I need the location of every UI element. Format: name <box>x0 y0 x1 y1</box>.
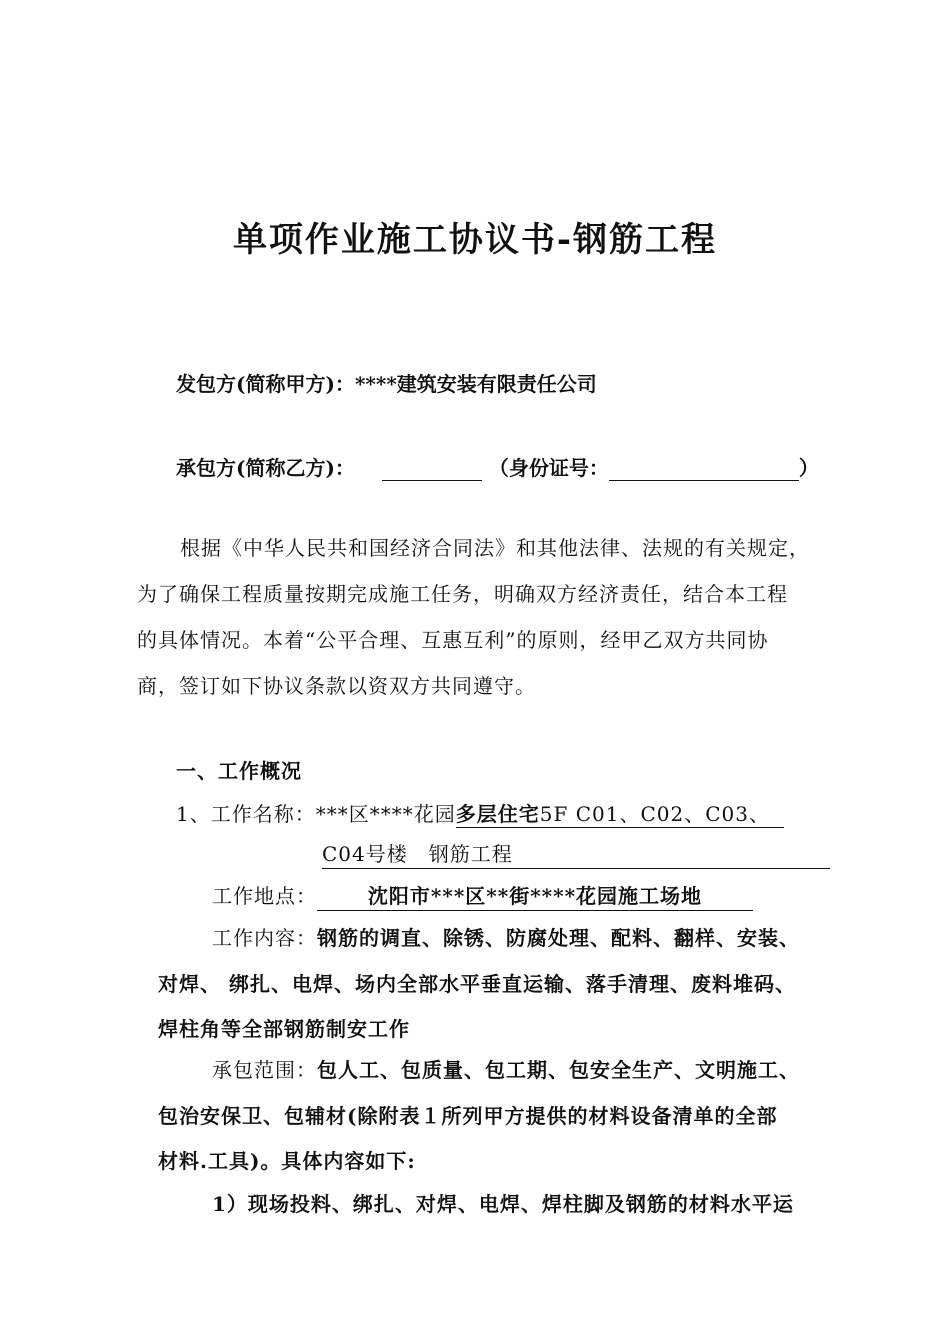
work-location-value: 沈阳市***区**街****花园施工场地 <box>317 880 753 911</box>
work-name-line-2-text: C04号楼 钢筋工程 <box>322 842 513 866</box>
party-a-line <box>176 368 597 397</box>
work-name-rest: 5F C01、C02、C03、 <box>539 802 770 826</box>
scope-text-1: 包人工、包质量、包工期、包安全生产、文明施工、 <box>317 1058 800 1082</box>
work-content-label: 工作内容： <box>212 926 317 950</box>
work-name-bold: 多层住宅 <box>455 802 540 826</box>
work-name-label: 1、工作名称： <box>176 802 316 826</box>
work-location-label: 工作地点： <box>212 884 317 908</box>
party-b-id-open: （身份证号： <box>488 456 609 480</box>
party-a-label: 发包方(简称甲方)： <box>176 372 355 396</box>
intro-line-2: 为了确保工程质量按期完成施工任务，明确双方经济责任，结合本工程 <box>137 582 788 606</box>
work-content-line-2: 对焊、 绑扎、电焊、场内全部水平垂直运输、落手清理、废料堆码、 <box>158 972 796 996</box>
work-name-line-2 <box>322 838 830 869</box>
party-b-name-blank <box>382 458 482 481</box>
party-b-line <box>176 452 819 481</box>
party-b-label: 承包方(简称乙方)： <box>176 456 355 480</box>
scope-line-3: 材料.工具)。具体内容如下: <box>158 1149 416 1173</box>
scope-item-1: 1）现场投料、绑扎、对焊、电焊、焊柱脚及钢筋的材料水平运 <box>212 1192 794 1216</box>
work-content-line-1 <box>212 922 800 951</box>
work-content-text-3a: 焊柱角 <box>158 1017 221 1041</box>
work-content-text-1: 钢筋的调直、除锈、防腐处理、配料、翻样、安装、 <box>317 926 800 950</box>
scope-line-1 <box>212 1054 800 1083</box>
scope-label: 承包范围： <box>212 1058 317 1082</box>
work-location-line <box>212 880 753 911</box>
party-a-value: ****建筑安装有限责任公司 <box>354 372 597 396</box>
work-name-line-1 <box>176 798 784 828</box>
intro-line-3: 的具体情况。本着“公平合理、互惠互利”的原则，经甲乙双方共同协 <box>137 628 769 652</box>
party-b-id-blank <box>609 458 799 481</box>
work-content-text-3b: 等全部钢筋制安工作 <box>221 1017 410 1041</box>
work-name-prefix: ***区****花园 <box>315 802 456 826</box>
section-1-heading: 一、工作概况 <box>176 759 302 783</box>
intro-line-1: 根据《中华人民共和国经济合同法》和其他法律、法规的有关规定， <box>180 536 810 560</box>
work-name-underline-tail <box>770 802 784 828</box>
party-b-id-close: ） <box>798 456 819 480</box>
work-content-line-3 <box>158 1013 410 1042</box>
intro-line-4: 商，签订如下协议条款以资双方共同遵守。 <box>137 674 536 698</box>
scope-line-2: 包治安保卫、包辅材(除附表１所列甲方提供的材料设备清单的全部 <box>158 1104 778 1128</box>
document-title: 单项作业施工协议书-钢筋工程 <box>232 220 718 260</box>
